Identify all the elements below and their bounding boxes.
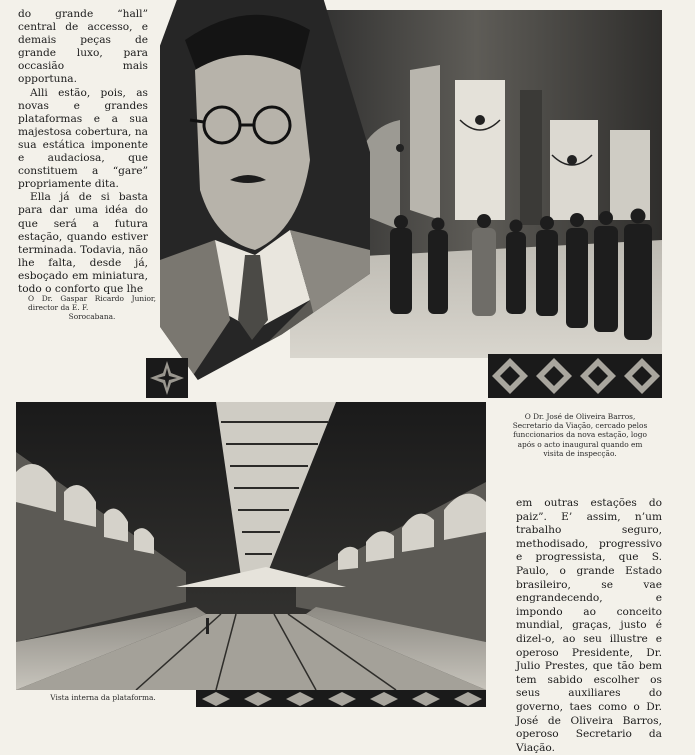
caption-portrait-line: O Dr. Gaspar Ricardo Junior, director da E. F. xyxy=(28,294,156,313)
star-pattern-icon xyxy=(146,358,188,398)
caption-portrait xyxy=(28,294,156,322)
text-column-top-left xyxy=(18,8,148,296)
decorative-band-right xyxy=(488,354,662,398)
paragraph: Alli estão, pois, as novas e grandes plataformas e a sua majestosa cobertura, na sua estática imponente e audaciosa, que constituem a “gare” propriamente dita. xyxy=(18,86,148,191)
paragraph: Ella já de si basta para dar uma idéa do que será a futura estação, quando estiver terminada. Todavia, não lhe falta, desde já, esboçado em miniatura, todo o conforto que lhe xyxy=(18,191,148,295)
photo-platform-interior xyxy=(16,402,486,690)
geometric-band-icon xyxy=(488,354,662,398)
photo-platform-svg xyxy=(16,402,486,690)
caption-portrait-line: Sorocabana. xyxy=(68,312,116,322)
text-column-bottom-right xyxy=(516,497,662,755)
caption-officials xyxy=(510,412,650,458)
decorative-tile-left xyxy=(146,358,188,398)
caption-platform-text: Vista interna da plataforma. xyxy=(50,693,156,702)
decorative-band-bottom xyxy=(196,690,486,707)
paragraph: do grande “hall” central de accesso, e demais peças de grande luxo, para occasião mais opportuna. xyxy=(18,8,148,86)
geometric-band-bottom-icon xyxy=(196,690,486,707)
paragraph: em outras estações do paiz”. E’ assim, n’um trabalho seguro, methodisado, progressivo e progressista, que S. Paulo, o grande Estado brasileiro, se vae engrandecendo, e impondo ao conceito mundial, graças, justo é dizel-o, ao seu illustre e operoso Presidente, Dr. Julio Prestes, que tão bem tem sabido escolher os seus auxiliares do governo, taes como o Dr. José de Oliveira Barros, operoso Secretario da Viação. xyxy=(516,497,662,754)
caption-officials-text: O Dr. José de Oliveira Barros, Secretario da Viação, cercado pelos funccionarios da nova estação, logo após o acto inaugural quando em visita de inspecção. xyxy=(512,412,648,458)
caption-platform xyxy=(18,693,188,702)
